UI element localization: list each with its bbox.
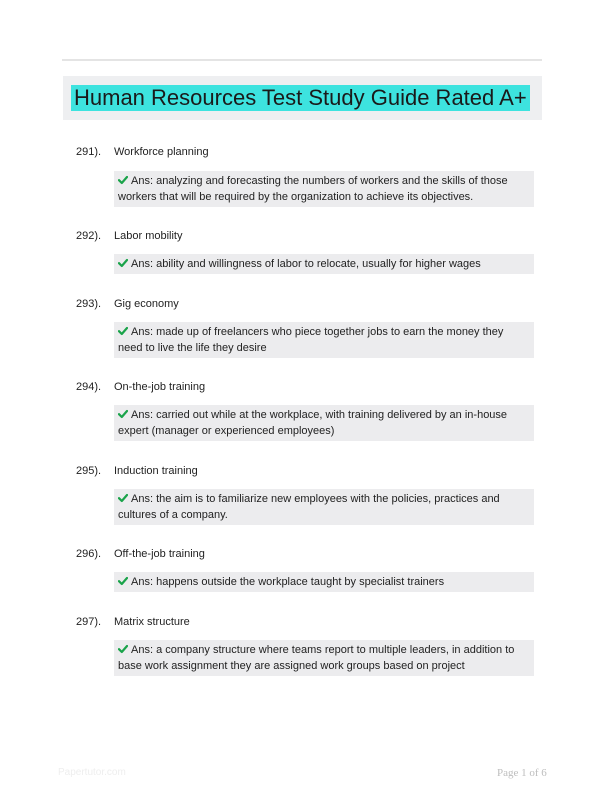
title-banner bbox=[63, 76, 542, 120]
question-term: Matrix structure bbox=[114, 616, 190, 628]
answer-box bbox=[114, 322, 534, 358]
check-icon bbox=[118, 258, 128, 268]
answer-text: happens outside the workplace taught by specialist trainers bbox=[156, 576, 445, 588]
answer-box bbox=[114, 640, 534, 676]
question-number: 292). bbox=[76, 230, 102, 242]
page-title: Human Resources Test Study Guide Rated A+ bbox=[71, 85, 530, 111]
answer-box bbox=[114, 171, 534, 207]
top-divider bbox=[62, 59, 542, 61]
question-number: 297). bbox=[76, 616, 102, 628]
question-term: Induction training bbox=[114, 465, 198, 477]
answer-text: ability and willingness of labor to relocate, usually for higher wages bbox=[156, 258, 481, 270]
check-icon bbox=[118, 409, 128, 419]
question-term: Labor mobility bbox=[114, 230, 183, 242]
question-number: 295). bbox=[76, 465, 102, 477]
question-number: 294). bbox=[76, 381, 102, 393]
check-icon bbox=[118, 493, 128, 503]
answer-prefix: Ans: bbox=[131, 493, 157, 505]
answer-text: analyzing and forecasting the numbers of workers and the skills of those workers that will be required by the organization to achieve its objectives. bbox=[118, 175, 508, 203]
answer-prefix: Ans: bbox=[131, 175, 157, 187]
question-number: 291). bbox=[76, 146, 102, 158]
check-icon bbox=[118, 326, 128, 336]
check-icon bbox=[118, 576, 128, 586]
check-icon bbox=[118, 644, 128, 654]
question-number: 296). bbox=[76, 548, 102, 560]
answer-prefix: Ans: bbox=[131, 258, 157, 270]
page-number: Page 1 of 6 bbox=[497, 767, 547, 779]
answer-text: a company structure where teams report to multiple leaders, in addition to base work assignment they are assigned work groups based on project bbox=[118, 644, 515, 672]
question-term: Off-the-job training bbox=[114, 548, 205, 560]
answer-text: carried out while at the workplace, with training delivered by an in-house expert (manager or experienced employees) bbox=[118, 409, 508, 437]
question-term: Workforce planning bbox=[114, 146, 209, 158]
footer-watermark: Papertutor.com bbox=[58, 767, 126, 778]
question-term: Gig economy bbox=[114, 298, 179, 310]
answer-text: made up of freelancers who piece together jobs to earn the money they need to live the life they desire bbox=[118, 326, 504, 354]
answer-prefix: Ans: bbox=[131, 409, 157, 421]
answer-prefix: Ans: bbox=[131, 576, 157, 588]
answer-prefix: Ans: bbox=[131, 644, 157, 656]
check-icon bbox=[118, 175, 128, 185]
answer-box bbox=[114, 405, 534, 441]
answer-box bbox=[114, 254, 534, 274]
question-number: 293). bbox=[76, 298, 102, 310]
answer-text: the aim is to familiarize new employees with the policies, practices and cultures of a company. bbox=[118, 493, 500, 521]
answer-box bbox=[114, 489, 534, 525]
question-term: On-the-job training bbox=[114, 381, 206, 393]
answer-prefix: Ans: bbox=[131, 326, 157, 338]
answer-box bbox=[114, 572, 534, 592]
